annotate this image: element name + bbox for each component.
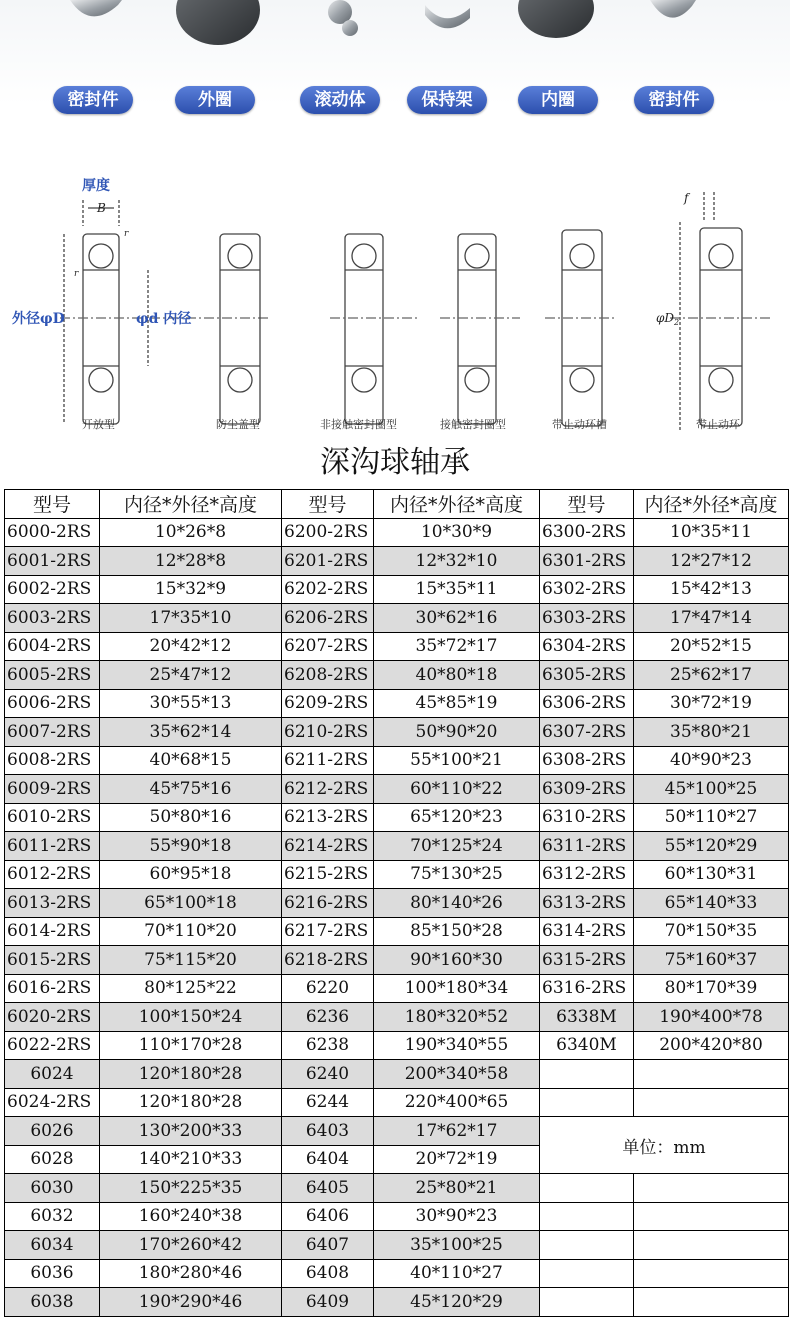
table-row [5,1003,789,1032]
cell-model: 6213-2RS [282,803,374,832]
cell-model: 6407 [282,1231,374,1260]
cell-dimensions: 25*62*17 [634,661,789,690]
table-row [5,746,789,775]
cell-dimensions: 30*90*23 [374,1202,540,1231]
table-row [5,518,789,547]
table-row [5,974,789,1003]
cell-model: 6404 [282,1145,374,1174]
cell-model [540,1202,634,1231]
cell-model: 6201-2RS [282,547,374,576]
cell-model: 6028 [5,1145,100,1174]
table-row [5,1259,789,1288]
table-row [5,632,789,661]
cell-model: 6316-2RS [540,974,634,1003]
cell-dimensions [634,1259,789,1288]
seal-left-shape [70,0,122,16]
r-symbol-2: r [74,269,79,279]
cell-dimensions: 35*100*25 [374,1231,540,1260]
ball-open-top [89,244,113,268]
cell-model: 6315-2RS [540,946,634,975]
cell-model: 6207-2RS [282,632,374,661]
cell-dimensions: 50*90*20 [374,718,540,747]
table-row [5,775,789,804]
cell-dimensions: 40*110*27 [374,1259,540,1288]
cell-dimensions [634,1174,789,1203]
bearing-parts-illustration [0,0,790,80]
cell-dimensions [634,1060,789,1089]
cell-model: 6004-2RS [5,632,100,661]
cell-dimensions: 40*80*18 [374,661,540,690]
section-contact-seal [458,234,496,424]
cell-model: 6014-2RS [5,917,100,946]
ball-shape-2 [342,20,358,36]
table-row [5,1202,789,1231]
width-symbol: B [97,201,106,215]
section-open [83,234,119,424]
cell-dimensions: 110*170*28 [100,1031,282,1060]
header-model-3: 型号 [540,490,634,519]
cell-dimensions: 30*55*13 [100,689,282,718]
table-row [5,917,789,946]
cell-dimensions: 200*340*58 [374,1060,540,1089]
type-contact-seal: 接触密封圈型 [440,418,506,431]
part-label-cage: 保持架 [407,86,487,114]
cell-model: 6215-2RS [282,860,374,889]
type-snap-ring: 带止动环 [696,418,740,431]
cell-dimensions: 55*100*21 [374,746,540,775]
cell-dimensions: 65*120*23 [374,803,540,832]
cell-dimensions: 80*125*22 [100,974,282,1003]
cell-model: 6301-2RS [540,547,634,576]
cell-model: 6003-2RS [5,604,100,633]
cell-dimensions: 15*32*9 [100,575,282,604]
cell-model: 6208-2RS [282,661,374,690]
bearing-parts-photo [0,0,790,150]
cell-model: 6240 [282,1060,374,1089]
bearing-types-diagram [0,170,790,440]
cell-dimensions: 200*420*80 [634,1031,789,1060]
cell-model: 6406 [282,1202,374,1231]
table-row [5,689,789,718]
cell-model: 6405 [282,1174,374,1203]
cell-model: 6218-2RS [282,946,374,975]
table-row [5,1174,789,1203]
cell-model: 6236 [282,1003,374,1032]
cell-dimensions: 10*26*8 [100,518,282,547]
part-label-outer-ring: 外圈 [175,86,255,114]
seal-right-shape [650,0,696,18]
cell-dimensions: 220*400*65 [374,1088,540,1117]
cell-dimensions: 25*80*21 [374,1174,540,1203]
cell-model: 6007-2RS [5,718,100,747]
table-row [5,575,789,604]
outer-ring-shape [176,0,260,45]
cell-dimensions: 30*62*16 [374,604,540,633]
table-row [5,661,789,690]
cell-model: 6408 [282,1259,374,1288]
cell-dimensions: 20*42*12 [100,632,282,661]
table-row [5,832,789,861]
cell-model: 6000-2RS [5,518,100,547]
cell-dimensions: 40*90*23 [634,746,789,775]
cell-model: 6013-2RS [5,889,100,918]
cell-model: 6001-2RS [5,547,100,576]
cell-model: 6216-2RS [282,889,374,918]
cell-model: 6217-2RS [282,917,374,946]
cross-section-drawings [0,170,790,440]
table-body [5,518,789,1316]
cell-model: 6006-2RS [5,689,100,718]
cell-model: 6012-2RS [5,860,100,889]
cell-model: 6307-2RS [540,718,634,747]
cell-dimensions: 35*62*14 [100,718,282,747]
cell-model: 6220 [282,974,374,1003]
cell-model: 6005-2RS [5,661,100,690]
cell-dimensions: 120*180*28 [100,1088,282,1117]
cell-dimensions: 170*260*42 [100,1231,282,1260]
cell-model: 6310-2RS [540,803,634,832]
cell-dimensions: 45*120*29 [374,1288,540,1317]
r-symbol-1: r [124,229,129,239]
table-row [5,1231,789,1260]
cell-model: 6212-2RS [282,775,374,804]
ball-open-bottom [89,368,113,392]
cell-dimensions: 60*110*22 [374,775,540,804]
cell-model: 6036 [5,1259,100,1288]
cell-model: 6015-2RS [5,946,100,975]
cell-dimensions: 25*47*12 [100,661,282,690]
cell-model: 6403 [282,1117,374,1146]
cell-model: 6020-2RS [5,1003,100,1032]
table-row [5,1117,789,1146]
cell-model [540,1174,634,1203]
cell-dimensions: 45*75*16 [100,775,282,804]
cell-dimensions: 75*115*20 [100,946,282,975]
cell-model: 6409 [282,1288,374,1317]
cell-dimensions: 60*95*18 [100,860,282,889]
table-row [5,803,789,832]
cell-dimensions: 45*85*19 [374,689,540,718]
part-label-seal-left: 密封件 [53,86,133,114]
cell-dimensions [634,1231,789,1260]
cell-dimensions: 80*140*26 [374,889,540,918]
cell-model: 6022-2RS [5,1031,100,1060]
cell-model: 6300-2RS [540,518,634,547]
cell-model: 6238 [282,1031,374,1060]
table-row [5,1088,789,1117]
cell-dimensions: 90*160*30 [374,946,540,975]
table-row [5,1288,789,1317]
cell-model: 6010-2RS [5,803,100,832]
header-dims-2: 内径*外径*高度 [374,490,540,519]
cell-dimensions: 17*62*17 [374,1117,540,1146]
part-label-inner-ring: 内圈 [518,86,598,114]
section-non-contact-seal [345,234,383,424]
cell-model: 6311-2RS [540,832,634,861]
cell-dimensions: 50*110*27 [634,803,789,832]
cell-dimensions: 100*180*34 [374,974,540,1003]
cell-dimensions: 65*140*33 [634,889,789,918]
cell-model [540,1088,634,1117]
cell-dimensions: 35*72*17 [374,632,540,661]
cell-dimensions: 120*180*28 [100,1060,282,1089]
type-snap-ring-groove: 带止动环槽 [552,418,607,431]
type-open: 开放型 [82,418,115,431]
header-model-2: 型号 [282,490,374,519]
cell-model: 6200-2RS [282,518,374,547]
table-title: 深沟球轴承 [320,445,470,480]
cell-model: 6306-2RS [540,689,634,718]
cell-model: 6202-2RS [282,575,374,604]
cell-dimensions: 80*170*39 [634,974,789,1003]
cell-dimensions: 100*150*24 [100,1003,282,1032]
cell-model [540,1060,634,1089]
cell-model: 6211-2RS [282,746,374,775]
cell-dimensions: 12*28*8 [100,547,282,576]
table-row [5,860,789,889]
cell-model: 6312-2RS [540,860,634,889]
cell-model: 6038 [5,1288,100,1317]
cell-model: 6308-2RS [540,746,634,775]
cell-model: 6244 [282,1088,374,1117]
table-row [5,1060,789,1089]
parts-labels-row [0,86,790,116]
cell-dimensions: 180*280*46 [100,1259,282,1288]
cell-dimensions: 70*125*24 [374,832,540,861]
section-shield [220,234,260,424]
cell-model: 6214-2RS [282,832,374,861]
thickness-label: 厚度 [82,178,110,194]
cell-dimensions: 10*35*11 [634,518,789,547]
cell-model: 6302-2RS [540,575,634,604]
cell-dimensions: 85*150*28 [374,917,540,946]
type-non-contact-seal: 非接触密封圈型 [320,418,397,431]
cell-dimensions: 35*80*21 [634,718,789,747]
outer-diameter-label: 外径φD [12,311,65,327]
cell-model: 6030 [5,1174,100,1203]
cell-model [540,1259,634,1288]
cell-dimensions: 140*210*33 [100,1145,282,1174]
cell-dimensions: 45*100*25 [634,775,789,804]
cage-shape [425,5,470,28]
table-row [5,946,789,975]
cell-model: 6016-2RS [5,974,100,1003]
cell-model: 6305-2RS [540,661,634,690]
cell-dimensions: 60*130*31 [634,860,789,889]
bearing-spec-table [4,489,789,1317]
header-dims-1: 内径*外径*高度 [100,490,282,519]
cell-dimensions: 20*52*15 [634,632,789,661]
cell-model: 6002-2RS [5,575,100,604]
cell-model: 6032 [5,1202,100,1231]
cell-dimensions: 130*200*33 [100,1117,282,1146]
part-label-seal-right: 密封件 [634,86,714,114]
table-row [5,1031,789,1060]
cell-dimensions: 50*80*16 [100,803,282,832]
unit-label: 单位：mm [540,1117,789,1174]
cell-dimensions: 15*42*13 [634,575,789,604]
table-row [5,718,789,747]
cell-dimensions: 190*400*78 [634,1003,789,1032]
part-label-rolling-element: 滚动体 [300,86,380,114]
cell-dimensions: 12*27*12 [634,547,789,576]
cell-dimensions: 75*160*37 [634,946,789,975]
cell-dimensions: 75*130*25 [374,860,540,889]
cell-dimensions: 70*110*20 [100,917,282,946]
cell-model: 6313-2RS [540,889,634,918]
d2-label: $\varphi D_2$ [656,311,680,327]
f-label: f [684,191,689,205]
cell-dimensions: 65*100*18 [100,889,282,918]
header-model-1: 型号 [5,490,100,519]
cell-model: 6008-2RS [5,746,100,775]
inner-diameter-label: φd 内径 [136,311,192,327]
header-dims-3: 内径*外径*高度 [634,490,789,519]
cell-model: 6026 [5,1117,100,1146]
cell-model: 6209-2RS [282,689,374,718]
cell-dimensions: 30*72*19 [634,689,789,718]
table-header-row [5,490,789,519]
cell-model: 6340M [540,1031,634,1060]
section-snap-ring [700,228,742,426]
cell-model: 6338M [540,1003,634,1032]
cell-model: 6314-2RS [540,917,634,946]
cell-dimensions: 10*30*9 [374,518,540,547]
cell-dimensions: 55*120*29 [634,832,789,861]
cell-dimensions: 190*290*46 [100,1288,282,1317]
cell-dimensions: 180*320*52 [374,1003,540,1032]
cell-model: 6009-2RS [5,775,100,804]
cell-dimensions: 15*35*11 [374,575,540,604]
cell-model: 6206-2RS [282,604,374,633]
cell-model: 6303-2RS [540,604,634,633]
cell-dimensions: 190*340*55 [374,1031,540,1060]
cell-dimensions: 20*72*19 [374,1145,540,1174]
cell-model: 6309-2RS [540,775,634,804]
cell-dimensions: 17*35*10 [100,604,282,633]
cell-model [540,1231,634,1260]
cell-dimensions [634,1202,789,1231]
cell-dimensions: 160*240*38 [100,1202,282,1231]
cell-dimensions: 40*68*15 [100,746,282,775]
cell-model: 6011-2RS [5,832,100,861]
inner-ring-shape [518,0,594,38]
cell-dimensions: 150*225*35 [100,1174,282,1203]
cell-dimensions [634,1088,789,1117]
table-row [5,889,789,918]
cell-model: 6024 [5,1060,100,1089]
cell-dimensions: 70*150*35 [634,917,789,946]
section-snap-ring-groove [562,230,602,426]
cell-model: 6304-2RS [540,632,634,661]
cell-model: 6034 [5,1231,100,1260]
type-shield: 防尘盖型 [216,418,260,431]
cell-dimensions [634,1288,789,1317]
cell-model: 6210-2RS [282,718,374,747]
cell-dimensions: 55*90*18 [100,832,282,861]
table-row [5,604,789,633]
cell-model: 6024-2RS [5,1088,100,1117]
cell-model [540,1288,634,1317]
cell-dimensions: 17*47*14 [634,604,789,633]
table-row [5,547,789,576]
cell-dimensions: 12*32*10 [374,547,540,576]
